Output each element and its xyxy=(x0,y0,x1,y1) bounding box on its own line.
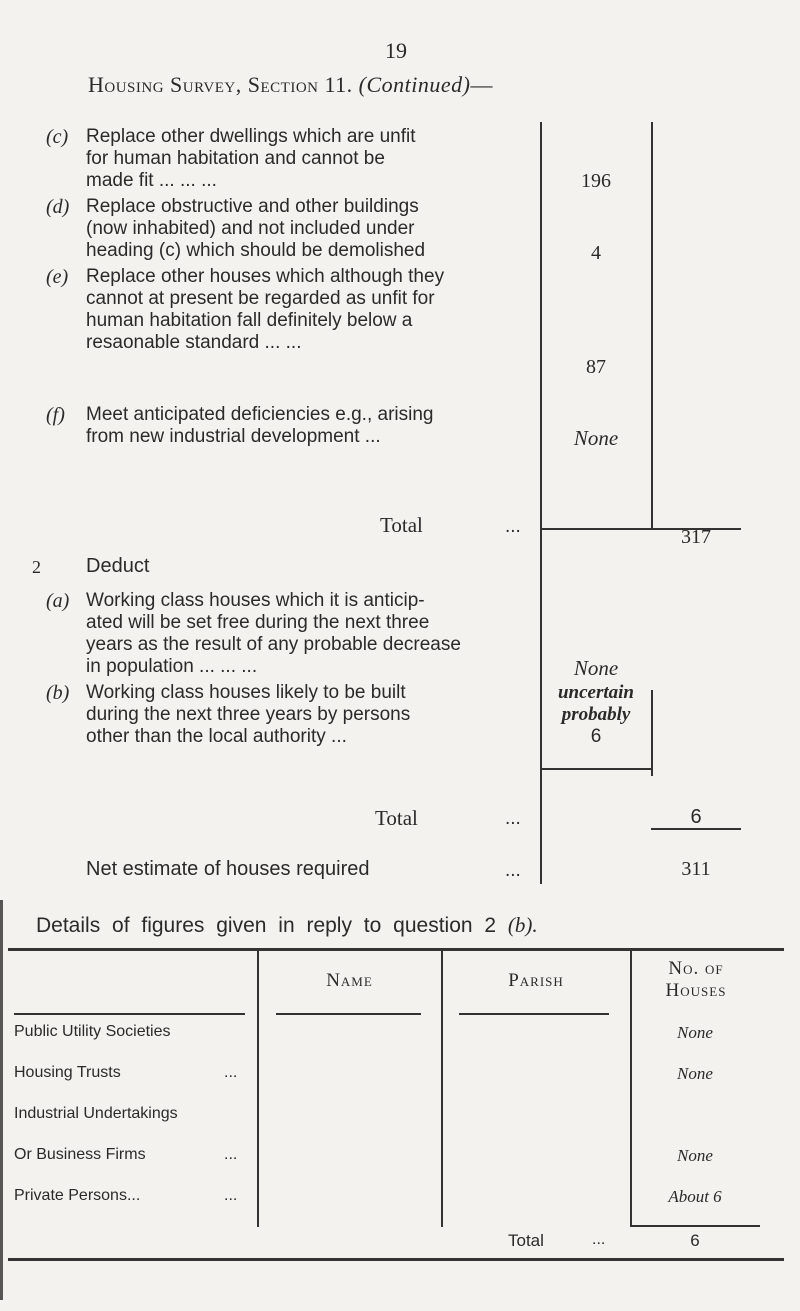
deduct-a-line: Working class houses which it is anticip- xyxy=(86,590,425,611)
item-e-line: cannot at present be regarded as unfit for xyxy=(86,288,435,309)
item-e-marker: (e) xyxy=(46,266,69,288)
deduct-b-value xyxy=(541,682,651,748)
deduct-b-line: other than the local authority ... xyxy=(86,726,347,747)
header-houses xyxy=(631,958,761,1002)
table-row-dots: ... xyxy=(224,1146,238,1163)
table-row-label: Public Utility Societies xyxy=(14,1023,171,1040)
header-rule-2 xyxy=(276,1013,421,1015)
deduct-b-marker: (b) xyxy=(46,682,70,704)
page-edge xyxy=(0,900,3,1300)
item-c-value: 196 xyxy=(581,170,611,192)
item-e-line: human habitation fall definitely below a xyxy=(86,310,413,331)
item-f-text xyxy=(86,404,542,448)
item-c-line: for human habitation and cannot be xyxy=(86,148,385,169)
column-divider-2a xyxy=(651,122,653,530)
table-total-rule xyxy=(630,1225,760,1227)
table-row-label: Housing Trusts xyxy=(14,1064,121,1081)
item-d-text xyxy=(86,196,542,262)
column-divider-2b xyxy=(651,690,653,776)
table-top-rule xyxy=(8,948,784,951)
header-name: Name xyxy=(326,970,373,991)
item-c-line: Replace other dwellings which are unfit xyxy=(86,126,416,147)
item-c-line: made fit ... ... ... xyxy=(86,170,217,191)
table-row-label: Private Persons... xyxy=(14,1187,141,1204)
total2-label: Total xyxy=(375,806,418,830)
deduct-a-line: ated will be set free during the next three xyxy=(86,612,430,633)
table-row-label: Industrial Undertakings xyxy=(14,1105,178,1122)
rule-subtotal xyxy=(541,768,651,770)
item-f-line: Meet anticipated deficiencies e.g., arising xyxy=(86,404,434,425)
total2-value: 6 xyxy=(690,806,702,828)
deduct-b-number: 6 xyxy=(590,726,602,747)
deduct-a-line: in population ... ... ... xyxy=(86,656,258,677)
table-row-value: None xyxy=(677,1023,713,1042)
header-rule-3 xyxy=(459,1013,609,1015)
deduct-a-line: years as the result of any probable decrease xyxy=(86,634,461,655)
total1-label: Total xyxy=(380,513,423,537)
item-d-line: (now inhabited) and not included under xyxy=(86,218,415,239)
header-rule-1 xyxy=(14,1013,245,1015)
page-heading xyxy=(88,72,493,98)
table-row-dots: ... xyxy=(224,1187,238,1204)
header-houses-line1: No. of xyxy=(668,958,724,979)
deduct-a-value: None xyxy=(573,656,619,680)
page-number: 19 xyxy=(385,38,407,63)
deduct-number: 2 xyxy=(32,557,41,577)
net-label: Net estimate of houses required xyxy=(86,858,370,880)
item-e-line: resaonable standard ... ... xyxy=(86,332,302,353)
caption-ref: (b). xyxy=(507,913,538,937)
header-houses-line2: Houses xyxy=(665,980,727,1001)
item-e-line: Replace other houses which although they xyxy=(86,266,445,287)
net-dots: ... xyxy=(505,860,521,881)
header-parish: Parish xyxy=(508,970,564,991)
item-d-line: Replace obstructive and other buildings xyxy=(86,196,419,217)
deduct-b-line: Working class houses likely to be built xyxy=(86,682,406,703)
heading-continued: (Continued) xyxy=(358,72,471,97)
deduct-a-marker: (a) xyxy=(46,590,70,612)
table-total-value: 6 xyxy=(690,1231,700,1250)
item-f-value: None xyxy=(573,426,619,450)
deduct-a-text xyxy=(86,590,542,678)
heading-dash: — xyxy=(470,72,493,97)
net-value: 311 xyxy=(681,858,711,880)
table-total-dots: ... xyxy=(592,1231,606,1248)
total1-dots: ... xyxy=(505,516,521,537)
table-col-divider-1 xyxy=(257,951,259,1227)
item-e-value: 87 xyxy=(586,356,606,378)
caption-text: Details of figures given in reply to question 2 xyxy=(36,914,497,937)
total1-value: 317 xyxy=(681,526,711,548)
item-f-marker: (f) xyxy=(46,404,65,426)
table-bottom-rule xyxy=(8,1258,784,1261)
table-row-value: About 6 xyxy=(668,1187,722,1206)
table-caption xyxy=(36,913,538,938)
item-d-line: heading (c) which should be demolished xyxy=(86,240,426,261)
table-row-label: Or Business Firms xyxy=(14,1146,146,1163)
deduct-b-probably: probably xyxy=(561,704,631,725)
item-d-marker: (d) xyxy=(46,196,70,218)
total2-dots: ... xyxy=(505,808,521,829)
item-e-text xyxy=(86,266,542,354)
heading-section: 11. xyxy=(324,72,353,97)
table-total-label: Total xyxy=(508,1231,544,1250)
item-c-marker: (c) xyxy=(46,126,69,148)
deduct-b-uncertain: uncertain xyxy=(557,682,635,703)
heading-prefix: Housing Survey, Section xyxy=(88,72,319,97)
table-col-divider-2 xyxy=(441,951,443,1227)
deduct-b-line: during the next three years by persons xyxy=(86,704,411,725)
table-row-dots: ... xyxy=(224,1064,238,1081)
deduct-label: Deduct xyxy=(86,555,150,577)
table-row-value: None xyxy=(677,1146,713,1165)
deduct-b-text xyxy=(86,682,542,748)
item-d-value: 4 xyxy=(591,242,601,264)
item-c-text xyxy=(86,126,542,192)
table-row-value: None xyxy=(677,1064,713,1083)
item-f-line: from new industrial development ... xyxy=(86,426,381,447)
